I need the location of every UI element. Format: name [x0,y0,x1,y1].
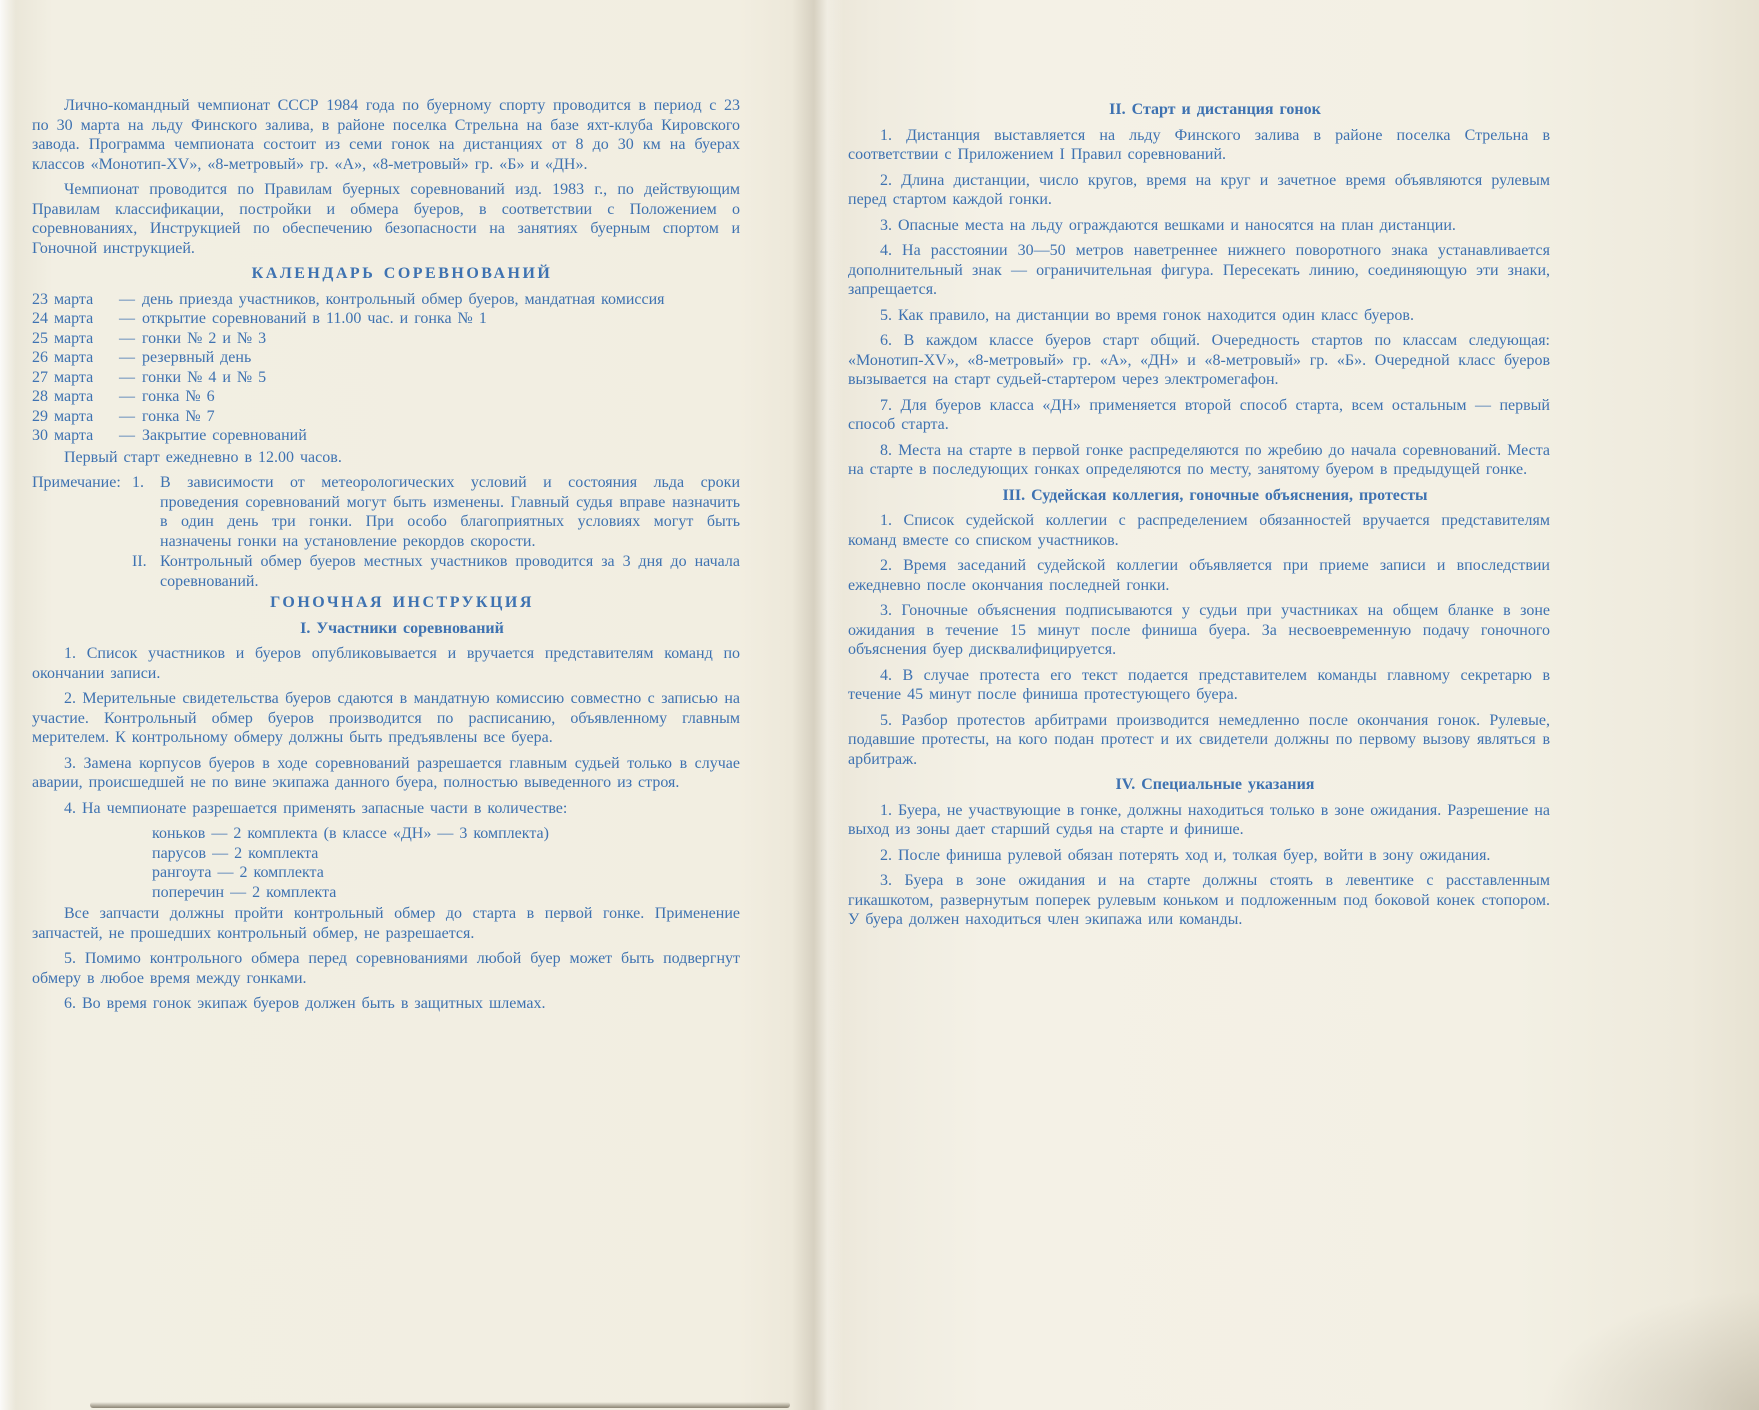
section2-heading: II. Старт и дистанция гонок [1109,101,1321,118]
calendar-heading: КАЛЕНДАРЬ СОРЕВНОВАНИЙ [251,265,553,282]
schedule-event: гонки № 4 и № 5 [142,368,267,386]
section2-item: 2. Длина дистанции, число кругов, время на круг и зачетное время объявляются рулевым перед стартом каждой гонки. [848,171,1550,208]
section3-item: 5. Разбор протестов арбитрами производится немедленно после окончания гонок. Рулевые, подавшие протесты, на кого подан протест и их свидетели должны по первому вызову являться в арбитраж. [848,711,1550,768]
section1-item: 3. Замена корпусов буеров в ходе соревнований разрешается главным судьей только в случае аварии, происшедшей не по вине экипажа данного буера, полностью выведенного из строя. [32,754,740,791]
note-text: В зависимости от метеорологических условий и состояния льда сроки проведения соревнований могут быть изменены. Главный судья вправе назначить в один день три гонки. При особо благоприятных условиях могут быть назначены гонки на установление рекордов скорости. [160,474,740,550]
spare-parts-list [152,824,740,902]
spare-parts-item: парусов — 2 комплекта [152,844,319,862]
schedule-dash: — [119,388,135,405]
schedule-event: открытие соревнований в 11.00 час. и гонка № 1 [142,310,487,327]
section2-item: 6. В каждом классе буеров старт общий. Очередность стартов по классам следующая: «Монотип-XV», «8-метровый» гр. «А», «ДН» и «8-метровый» гр. «Б». Очередной класс буеров вызывается на старт судьей-стартером через электромегафон. [848,332,1550,388]
note-label: Примечание: [32,474,121,491]
section4-item: 1. Буера, не участвующие в гонке, должны находиться только в зоне ожидания. Разрешение на выход из зоны дает старший судья на старте и финише. [848,801,1550,838]
schedule-dash: — [119,368,135,386]
schedule-date: 30 марта [32,427,94,444]
section1-item: 6. Во время гонок экипаж буеров должен быть в защитных шлемах. [64,995,546,1012]
schedule-row [32,407,740,427]
schedule-dash: — [119,427,135,444]
schedule-date: 27 марта [32,368,94,386]
left-page [32,96,740,1020]
scan-corner-shadow [1539,1290,1759,1410]
section2-item: 3. Опасные места на льду ограждаются вешками и наносятся на план дистанции. [880,216,1456,234]
schedule-event: гонка № 7 [142,407,215,425]
schedule-row [32,329,740,349]
schedule-dash: — [119,329,135,347]
note-row [32,473,740,551]
section2-item: 7. Для буеров класса «ДН» применяется второй способ старта, всем остальным — первый способ старта. [848,396,1550,433]
spare-parts-item: поперечин — 2 комплекта [152,883,337,901]
schedule-dash: — [119,290,135,308]
section3-item: 2. Время заседаний судейской коллегии объявляется при приеме записи и впоследствии ежедневно после окончания последней гонки. [848,557,1550,594]
schedule-event: Закрытие соревнований [142,427,307,444]
section4-item: 2. После финиша рулевой обязан потерять ход и, толкая буер, войти в зону ожидания. [880,846,1491,864]
section2-item: 1. Дистанция выставляется на льду Финского залива в районе поселка Стрельна в соответствии с Приложением I Правил соревнований. [848,126,1550,163]
schedule-event: гонки № 2 и № 3 [142,329,267,347]
section3-item: 3. Гоночные объяснения подписываются у судьи при участниках на общем бланке в зоне ожидания в течение 15 минут после финиша буера. За несвоевременную подачу гоночного объяснения буер дисквалифицируется. [848,602,1550,658]
center-fold-shadow [792,0,844,1410]
schedule-date: 24 марта [32,310,94,327]
schedule-date: 23 марта [32,290,94,308]
schedule-row [32,368,740,388]
intro-paragraph: Чемпионат проводится по Правилам буерных соревнований изд. 1983 г., по действующим Правилам классификации, постройки и обмера буеров, в соответствии с Положением о соревнованиях, Инструкцией по обеспечению безопасности на занятиях буерным спортом и Гоночной инструкцией. [32,181,740,257]
section3-item: 1. Список судейской коллегии с распределением обязанностей вручается представителям команд вместе со списком участников. [848,512,1550,549]
section1-item: 2. Мерительные свидетельства буеров сдаются в мандатную комиссию совместно с записью на участие. Контрольный обмер буеров производится по расписанию, объявленному главным мерителем. К контрольному обмеру должны быть предъявлены все буера. [32,690,740,746]
note-number: II. [132,553,147,570]
schedule-dash: — [119,310,135,327]
section1-item: 1. Список участников и буеров опубликовывается и вручается представителям команд по окончании записи. [32,645,740,682]
racing-instruction-heading: ГОНОЧНАЯ ИНСТРУКЦИЯ [270,594,534,611]
section2-item: 4. На расстоянии 30—50 метров наветреннее нижнего поворотного знака устанавливается дополнительный знак — ограничительная фигура. Пересекать линию, соединяющую эти знаки, запрещается. [848,242,1550,298]
section4-item: 3. Буера в зоне ожидания и на старте должны стоять в левентике с расставленным гикашкотом, развернутым поперек рулевым коньком и подложенным под боковой конек стопором. У буера должен находиться член экипажа или команды. [848,872,1550,928]
schedule-date: 29 марта [32,407,94,425]
note-text: Контрольный обмер буеров местных участников проводится за 3 дня до начала соревнований. [160,553,740,590]
scan-bottom-edge [90,1402,790,1408]
schedule-date: 28 марта [32,388,94,405]
schedule-row [32,309,740,329]
section1-item: 5. Помимо контрольного обмера перед соревнованиями любой буер может быть подвергнут обмеру в любое время между гонками. [32,950,740,987]
schedule-row [32,348,740,368]
intro-paragraph: Лично-командный чемпионат СССР 1984 года по буерному спорту проводится в период с 23 по 30 марта на льду Финского залива, в районе поселка Стрельна на базе яхт-клуба Кировского завода. Программа чемпионата состоит из семи гонок на дистанциях от 8 до 30 км на буерах классов «Монотип-XV», «8-метровый» гр. «А», «8-метровый» гр. «Б» и «ДН». [32,97,740,173]
spare-parts-item: рангоута — 2 комплекта [152,864,324,881]
section4-heading: IV. Специальные указания [1115,776,1315,793]
section1-item: Все запчасти должны пройти контрольный обмер до старта в первой гонке. Применение запчастей, не прошедших контрольный обмер, не разрешается. [32,905,740,942]
section1-heading: I. Участники соревнований [300,619,504,637]
section3-heading: III. Судейская коллегия, гоночные объяснения, протесты [1002,486,1428,504]
schedule-event: гонка № 6 [142,388,215,405]
schedule-list [32,290,740,446]
notes-block [32,473,740,591]
schedule-row [32,426,740,446]
schedule-date: 26 марта [32,349,94,366]
section3-item: 4. В случае протеста его текст подается представителем команды главному секретарю в течение 45 минут после финиша протестующего буера. [848,666,1550,703]
section2-item: 5. Как правило, на дистанции во время гонок находится один класс буеров. [880,306,1414,324]
schedule-row [32,290,740,310]
scan-left-edge [0,0,16,1410]
section2-item: 8. Места на старте в первой гонке распределяются по жребию до начала соревнований. Места на старте в последующих гонках определяются по месту, занятому буером в предыдущей гонке. [848,441,1550,478]
schedule-dash: — [119,349,135,366]
spare-parts-item: коньков — 2 комплекта (в классе «ДН» — 3 комплекта) [152,825,549,842]
right-page [848,100,1550,936]
schedule-event: резервный день [142,349,252,366]
schedule-row [32,387,740,407]
note-label-spacer [32,552,132,591]
first-start-note: Первый старт ежедневно в 12.00 часов. [64,448,342,466]
note-number: 1. [132,474,144,491]
schedule-date: 25 марта [32,329,94,347]
schedule-dash: — [119,407,135,425]
section1-item: 4. На чемпионате разрешается применять запасные части в количестве: [64,799,568,817]
note-row [32,552,740,591]
schedule-event: день приезда участников, контрольный обмер буеров, мандатная комиссия [142,290,665,308]
